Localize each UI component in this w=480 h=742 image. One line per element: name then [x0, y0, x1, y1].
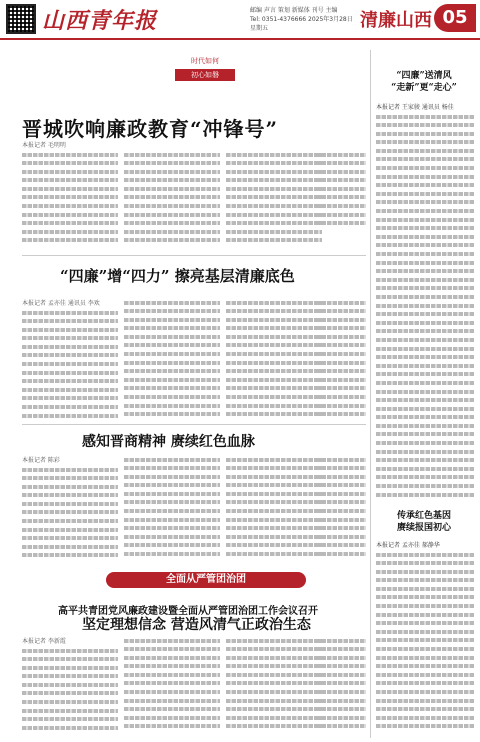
- second-byline: 本报记者 孟亦佳 通讯员 李欢: [22, 300, 100, 307]
- body-text: [226, 150, 322, 250]
- third-byline: 本报记者 陈彩: [22, 457, 60, 464]
- main-byline: 本报记者 毛明明: [22, 142, 66, 149]
- section-title: 清廉山西: [360, 10, 432, 31]
- body-text: [22, 646, 118, 738]
- column-divider: [370, 50, 371, 738]
- body-text: [226, 298, 322, 420]
- right-top-headline-line: “四廉”送清风: [396, 71, 452, 81]
- right-bottom-byline: 本报记者 孟亦佳 郝静华: [376, 542, 440, 549]
- body-text: [22, 150, 118, 250]
- body-text: [226, 636, 322, 738]
- fourth-kicker: 高平共青团党风廉政建设暨全面从严管团治团工作会议召开: [58, 606, 318, 617]
- body-text: [124, 298, 220, 420]
- body-text: [376, 112, 474, 502]
- right-top-byline: 本报记者 王家骏 通讯员 杨佳: [376, 104, 454, 111]
- body-text: [22, 308, 118, 420]
- main-headline: 晋城吹响廉政教育“冲锋号”: [22, 117, 279, 141]
- divider: [22, 255, 366, 256]
- body-text: [316, 455, 366, 565]
- body-text: [22, 465, 118, 565]
- body-text: [124, 636, 220, 738]
- divider: [22, 424, 366, 425]
- right-bottom-headline-line: 赓续报国初心: [396, 523, 451, 533]
- right-top-headline: [374, 70, 474, 94]
- header-info-line: 邮编 声言 策划 新媒体 刊号 主编: [250, 7, 338, 14]
- body-text: [124, 455, 220, 565]
- section-tag-bottom: 初心如磐: [175, 69, 235, 81]
- body-text: [316, 150, 366, 230]
- newspaper-masthead: 山西青年报: [42, 8, 158, 34]
- third-headline: 感知晋商精神 赓续红色血脉: [82, 434, 255, 450]
- header-info: [250, 6, 360, 33]
- fourth-headline: 坚定理想信念 营造风清气正政治生态: [82, 617, 311, 633]
- body-text: [376, 550, 474, 738]
- body-text: [226, 455, 322, 565]
- body-text: [316, 636, 366, 738]
- page-header: [0, 0, 480, 40]
- section-tag-top: 时代如何: [191, 57, 219, 65]
- body-text: [316, 298, 366, 420]
- page-number: 05: [434, 4, 476, 32]
- second-headline: “四廉”增“四力” 擦亮基层清廉底色: [60, 267, 295, 285]
- qr-code-icon: [6, 4, 36, 34]
- fourth-byline: 本报记者 李新霞: [22, 638, 66, 645]
- right-bottom-headline: [374, 510, 474, 534]
- header-info-line: Tel: 0351-4376666 2025年3月28日 星期五: [250, 16, 353, 32]
- section-tag: [175, 56, 235, 81]
- body-text: [124, 150, 220, 250]
- right-top-headline-line: “走新”更“走心”: [391, 83, 457, 93]
- section-banner: 全面从严管团治团: [106, 572, 306, 588]
- right-bottom-headline-line: 传承红色基因: [396, 511, 451, 521]
